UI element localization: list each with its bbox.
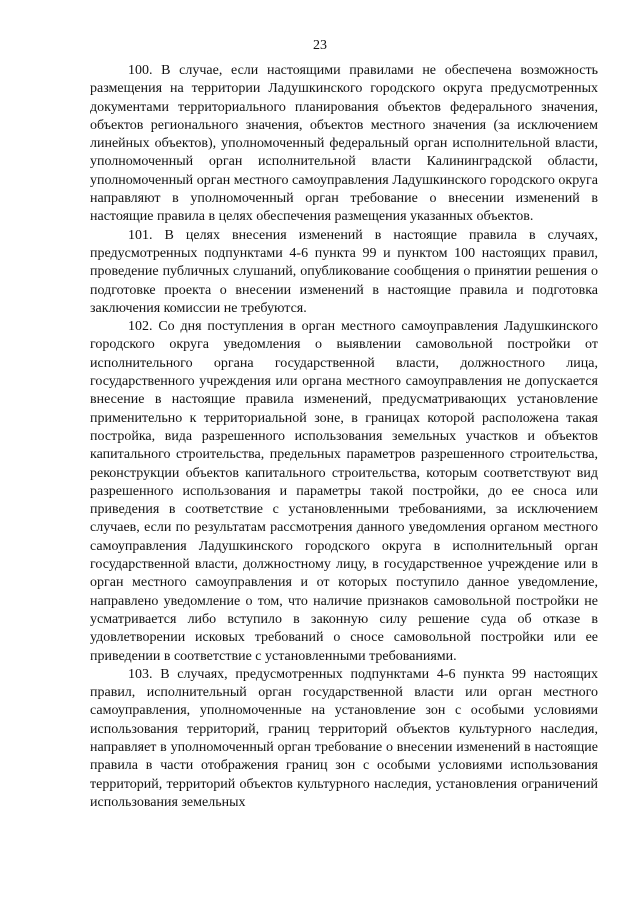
paragraph-103: 103. В случаях, предусмотренных подпунктами 4-6 пункта 99 настоящих правил, исполнительный орган государственной власти или орган местного самоуправления, уполномоченные на установление зон с особыми условиями использования территорий, границ территорий объектов культурного наследия, направляет в уполномоченный орган требование о внесении изменений в настоящие правила в части отображения границ зон с особыми условиями использования территорий, территорий объектов культурного наследия, установления ограничений использования земельных bbox=[90, 666, 598, 810]
paragraph-102: 102. Со дня поступления в орган местного самоуправления Ладушкинского городского округа уведомления о выявлении самовольной постройки от исполнительного органа государственной власти, должностного лица, государственного учреждения или органа местного самоуправления не допускается внесение в настоящие правила изменений, предусматривающих установление применительно к территориальной зоне, в границах которой расположена такая постройка, вида разрешенного использования земельных участков и объектов капитального строительства, предельных параметров разрешенного строительства, реконструкции объектов капитального строительства, которым соответствуют вид разрешенного использования и параметры такой постройки, до ее сноса или приведения в соответствие с установленными требованиями, за исключением случаев, если по результатам рассмотрения данного уведомления органом местного самоуправления Ладушкинского городского округа в исполнительный орган государственной власти, должностному лицу, в государственное учреждение или в орган местного самоуправления и от которых поступило данное уведомление, направлено уведомление о том, что наличие признаков самовольной постройки не усматривается либо вступило в законную силу решение суда об отказе в удовлетворении исковых требований о сносе самовольной постройки или ее приведении в соответствие с установленными требованиями. bbox=[90, 319, 598, 664]
page-number: 23 bbox=[313, 38, 327, 53]
paragraph-101: 101. В целях внесения изменений в настоящие правила в случаях, предусмотренных подпунктами 4-6 пункта 99 и пунктом 100 настоящих правил, проведение публичных слушаний, опубликование сообщения о принятии решения о подготовке проекта о внесении изменений в настоящие правила и подготовка заключения комиссии не требуются. bbox=[90, 227, 598, 316]
paragraph-100: 100. В случае, если настоящими правилами не обеспечена возможность размещения на территории Ладушкинского городского округа предусмотренных документами территориального планирования объектов федерального значения, объектов регионального значения, объектов местного значения (за исключением линейных объектов), уполномоченный федеральный орган исполнительной власти, уполномоченный орган исполнительной власти Калининградской области, уполномоченный орган местного самоуправления Ладушкинского городского округа направляют в уполномоченный орган требование о внесении изменений в настоящие правила в целях обеспечения размещения указанных объектов. bbox=[90, 63, 598, 225]
document-body bbox=[90, 62, 598, 812]
